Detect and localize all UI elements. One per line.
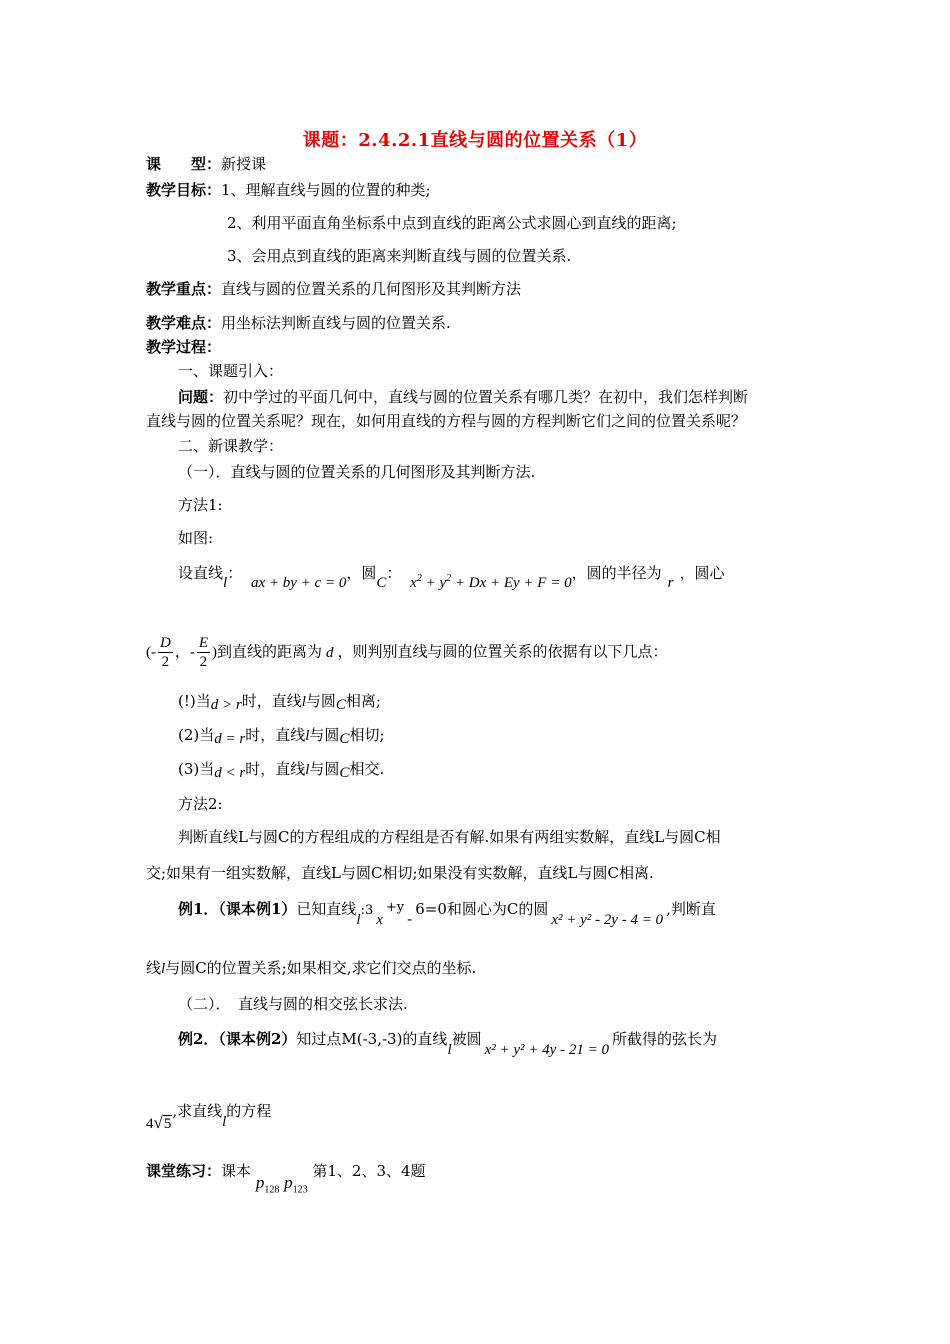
key-point-label: 教学重点：: [146, 280, 222, 298]
case-text: 时，直线: [245, 760, 306, 778]
setup-colon: ：: [386, 564, 402, 582]
key-point-row: [146, 278, 521, 299]
example-1-line-1: [178, 898, 716, 928]
center-text: ，则判别直线与圆的位置关系的依据有以下几点：: [337, 642, 668, 661]
var-l: l: [222, 1114, 227, 1130]
objective-item: 3、会用点到直线的距离来判断直线与圆的位置关系.: [227, 247, 572, 265]
example-text: 的方程: [226, 1102, 272, 1120]
center-text: 到直线的距离为: [217, 642, 323, 661]
fraction-D-over-2: [158, 634, 173, 671]
center-open: (-: [146, 644, 156, 661]
difficulty-value: 用坐标法判断直线与圆的位置关系.: [221, 314, 451, 332]
center-close: ): [212, 644, 218, 661]
example-text: :3: [360, 903, 374, 918]
var-r: r: [667, 575, 674, 591]
page-sub: 123: [292, 1184, 308, 1196]
example-2-label: 例2．（课本例2）: [178, 1030, 297, 1048]
case-text: 时，直线: [241, 692, 302, 710]
case-num: (2)当: [178, 726, 215, 744]
page-ref: [255, 1173, 280, 1196]
case-condition: d > r: [210, 697, 242, 713]
example-text: 6=0和圆心为C的圆: [415, 900, 549, 918]
as-figure: 如图:: [178, 529, 214, 547]
example-text: 已知直线: [296, 900, 357, 918]
eq-part: + y: [425, 575, 447, 591]
example-2-line-1: [178, 1028, 717, 1058]
practice-label: 课堂练习：: [146, 1162, 222, 1180]
setup-text: ，圆心: [679, 564, 725, 582]
case-with: 与圆: [309, 760, 340, 778]
case-row: [178, 758, 384, 779]
sqrt-symbol: √: [153, 1113, 163, 1132]
example-text: 被圆: [451, 1030, 482, 1048]
subsection-2: （二）． 直线与圆的相交弦长求法.: [178, 995, 408, 1013]
case-relation: 相切;: [349, 726, 385, 744]
chord-length: [146, 1113, 172, 1132]
example-text: +y: [385, 900, 405, 915]
objectives-label: 教学目标：: [146, 181, 222, 199]
subsection-1: （一）．直线与圆的位置关系的几何图形及其判断方法.: [178, 463, 536, 481]
practice-row: [146, 1160, 426, 1196]
course-type-row: [146, 153, 266, 174]
page-title: 课题：2.4.2.1直线与圆的位置关系（1）: [302, 130, 648, 151]
question-label: 问题：: [178, 388, 224, 406]
fraction-E-over-2: [197, 634, 210, 671]
p-symbol: p: [284, 1173, 293, 1192]
var-l: l: [305, 728, 310, 744]
frac-num: E: [198, 635, 209, 651]
var-l: l: [356, 912, 361, 928]
example-text: ,求直线: [172, 1102, 223, 1120]
example-text: 知过点M(-3,-3)的直线: [296, 1030, 448, 1048]
page-ref: [284, 1173, 308, 1196]
circle-equation: $x^2 + y^2 + Dx + Ey + F = 0$: [410, 573, 572, 591]
eq-part: x: [410, 575, 417, 591]
case-relation: 相交.: [349, 760, 385, 778]
line-equation: ax + by + c = 0: [250, 575, 347, 591]
course-type-value: 新授课: [221, 155, 267, 173]
frac-den: 2: [199, 654, 208, 670]
setup-line: [178, 562, 725, 591]
difficulty-row: [146, 312, 451, 333]
example-text: 与圆C的位置关系;如果相交,求它们交点的坐标.: [165, 959, 477, 977]
question-text: 初中学过的平面几何中，直线与圆的位置关系有哪几类？在初中，我们怎样判断: [223, 388, 749, 406]
var-l: l: [305, 762, 310, 778]
case-relation: 相离;: [345, 692, 381, 710]
example-1-line-2: [146, 957, 476, 978]
var-C: C: [339, 731, 350, 747]
example-2-equation: x² + y² + 4y - 21 = 0: [484, 1042, 609, 1058]
process-label: 教学过程：: [146, 338, 222, 356]
example-1-equation: x² + y² - 2y - 4 = 0: [551, 912, 664, 928]
difficulty-label: 教学难点：: [146, 314, 222, 332]
eq-part: + Dx + Ey + F = 0: [454, 575, 572, 591]
objective-item: 1、理解直线与圆的位置的种类;: [221, 181, 431, 199]
center-comma: ，-: [174, 644, 195, 661]
var-C: C: [376, 575, 387, 591]
p-symbol: p: [255, 1173, 265, 1192]
method2-line-1: 判断直线L与圆C的方程组成的方程组是否有解.如果有两组实数解，直线L与圆C相: [178, 828, 721, 846]
question-line-2: 直线与圆的位置关系呢？现在，如何用直线的方程与圆的方程判断它们之间的位置关系呢？: [146, 412, 747, 430]
var-l: l: [301, 694, 306, 710]
section-new-lesson: 二、新课教学：: [178, 437, 284, 455]
case-num: (3)当: [178, 760, 215, 778]
page-sub: 128: [264, 1184, 280, 1196]
setup-text: ，圆的半径为: [571, 564, 662, 582]
key-point-value: 直线与圆的位置关系的几何图形及其判断方法: [221, 280, 522, 298]
var-d: d: [326, 644, 334, 661]
method-2: 方法2:: [178, 795, 223, 813]
practice-text: 课本: [221, 1162, 252, 1180]
case-with: 与圆: [305, 692, 336, 710]
center-line: [146, 634, 668, 671]
example-text: 线: [146, 959, 162, 977]
var-x: x: [376, 912, 383, 928]
var-l: l: [161, 961, 166, 977]
chord-coef: 4: [146, 1116, 154, 1132]
example-text: ,判断直: [666, 900, 716, 918]
objective-item: 2、利用平面直角坐标系中点到直线的距离公式求圆心到直线的距离;: [227, 214, 677, 232]
case-row: [178, 690, 381, 711]
course-type-label: 课 型：: [146, 155, 222, 173]
objectives-row: [146, 179, 431, 200]
frac-den: 2: [161, 654, 170, 670]
setup-text: 设直线: [178, 564, 224, 582]
method-1: 方法1:: [178, 496, 223, 514]
example-1-label: 例1．（课本例1）: [178, 900, 297, 918]
case-num: (!)当: [178, 692, 211, 710]
method2-line-2: 交;如果有一组实数解，直线L与圆C相切;如果没有实数解，直线L与圆C相离.: [146, 864, 654, 882]
var-C: C: [335, 697, 346, 713]
practice-text: 第1、2、3、4题: [312, 1162, 426, 1180]
case-with: 与圆: [309, 726, 340, 744]
example-text: -: [407, 910, 413, 928]
case-condition: d = r: [214, 731, 246, 747]
var-l: l: [223, 575, 228, 591]
case-text: 时，直线: [245, 726, 306, 744]
frac-num: D: [160, 635, 171, 651]
case-condition: d < r: [214, 765, 246, 781]
example-2-line-2: [146, 1100, 272, 1132]
setup-colon: ：: [227, 564, 243, 582]
question-line-1: [178, 386, 748, 407]
setup-text: ，圆: [346, 564, 377, 582]
var-l: l: [447, 1042, 452, 1058]
example-text: 所截得的弦长为: [611, 1030, 717, 1048]
case-row: [178, 724, 385, 745]
var-C: C: [339, 765, 350, 781]
section-intro: 一、课题引入：: [178, 362, 284, 380]
chord-radicand: 5: [163, 1116, 172, 1132]
